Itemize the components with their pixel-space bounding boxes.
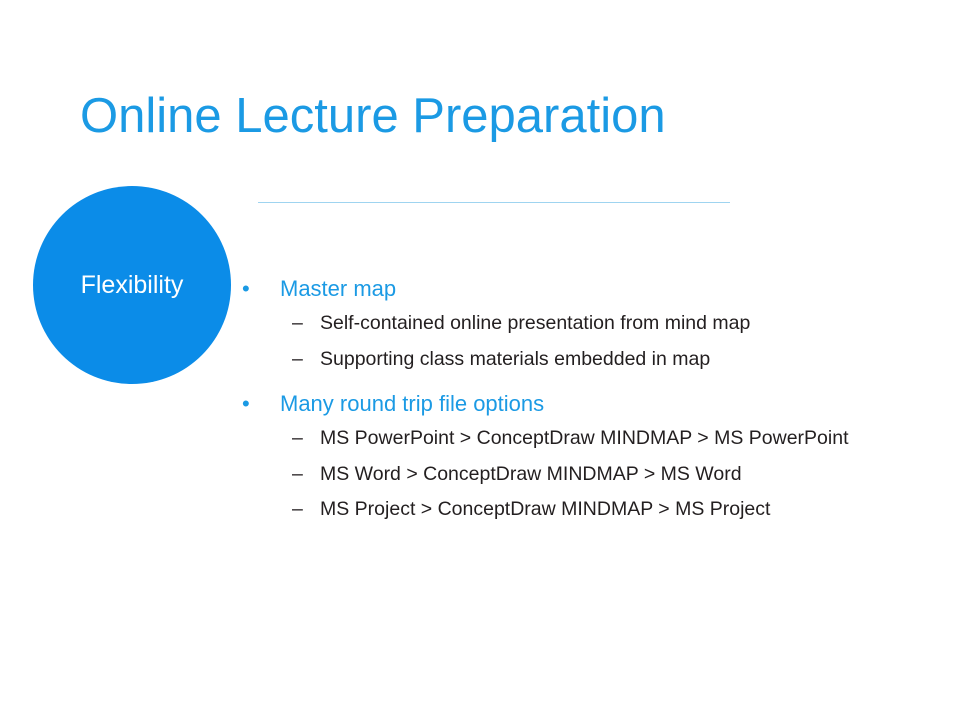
list-item (238, 429, 938, 449)
flexibility-circle (33, 186, 231, 384)
title-divider (258, 202, 730, 203)
list-item (238, 347, 938, 370)
list-item (238, 314, 938, 334)
dash-icon: – (292, 498, 303, 520)
list-item-label: MS Project > ConceptDraw MINDMAP > MS Project (320, 498, 771, 520)
page-title: Online Lecture Preparation (80, 89, 666, 143)
list-item-label: Supporting class materials embedded in map (320, 347, 711, 370)
dash-icon: – (292, 462, 303, 485)
flexibility-circle-label: Flexibility (80, 270, 184, 299)
list-item-label: MS PowerPoint > ConceptDraw MINDMAP > MS PowerPoint (320, 427, 849, 449)
list-item-label: Master map (280, 276, 397, 301)
list-item (238, 500, 938, 520)
list-item (238, 462, 938, 485)
dash-icon: – (292, 427, 303, 449)
list-item (238, 278, 938, 300)
list-item-label: Many round trip file options (280, 391, 545, 416)
list-item-label: MS Word > ConceptDraw MINDMAP > MS Word (320, 462, 742, 485)
dash-icon: – (292, 347, 303, 370)
slide-body (238, 278, 938, 536)
bullet-icon: • (242, 276, 250, 301)
bullet-icon: • (242, 391, 250, 416)
list-item (238, 393, 938, 415)
dash-icon: – (292, 312, 303, 334)
list-item-label: Self-contained online presentation from mind map (320, 312, 751, 334)
